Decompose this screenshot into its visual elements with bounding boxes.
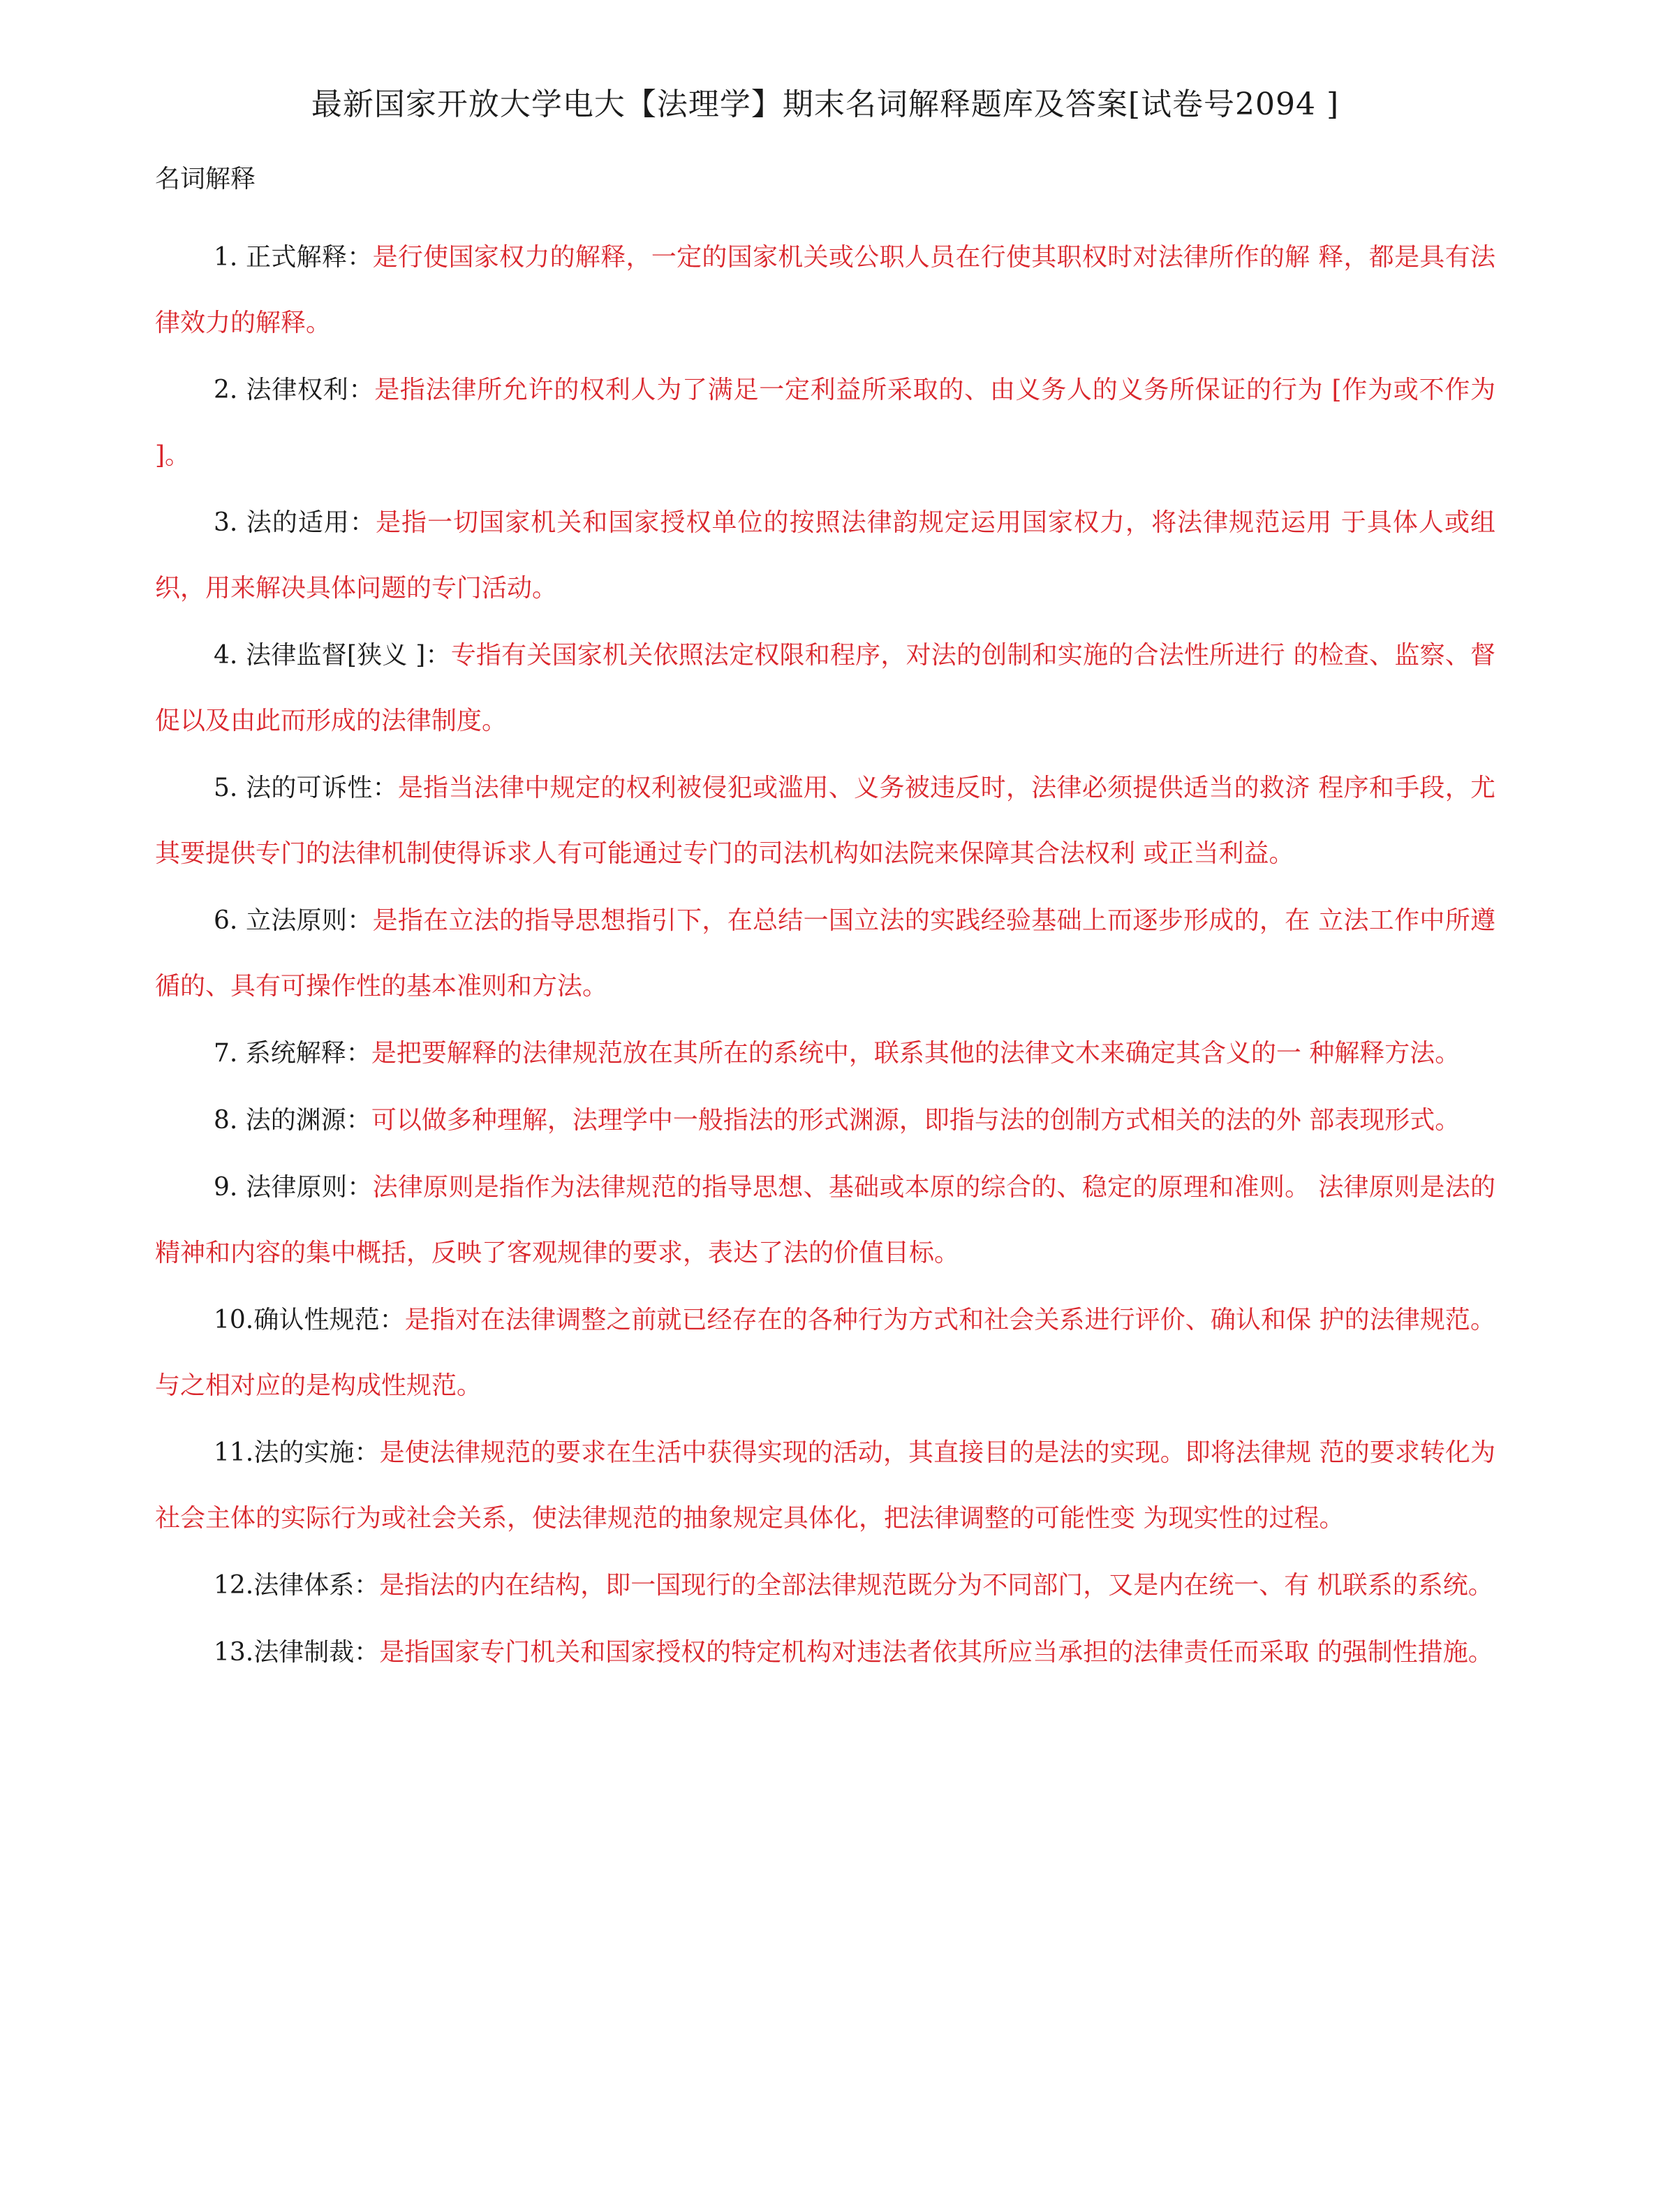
entry-term: 确认性规范： xyxy=(253,1306,405,1334)
entry-definition: 是指法的内在结构，即一国现行的全部法律规范既分为不同部门，又是内在统一、有 机联系的系统。 xyxy=(379,1571,1493,1600)
entry-definition: 是把要解释的法律规范放在其所在的系统中，联系其他的法律文木来确定其含义的一 种解释方法。 xyxy=(371,1039,1461,1068)
term-entry xyxy=(155,888,1495,1019)
term-entry xyxy=(155,623,1495,754)
term-entry xyxy=(155,357,1495,489)
entry-term: 法的渊源： xyxy=(245,1106,371,1135)
entry-definition: 是指国家专门机关和国家授权的特定机构对违法者依其所应当承担的法律责任而采取 的强制性措施。 xyxy=(379,1638,1493,1667)
entry-number: 10. xyxy=(214,1306,254,1334)
entry-term: 系统解释： xyxy=(245,1039,371,1068)
section-heading: 名词解释 xyxy=(155,165,256,193)
term-entry xyxy=(155,1288,1495,1419)
entry-number: 13. xyxy=(214,1638,254,1667)
entry-definition: 是指在立法的指导思想指引下，在总结一国立法的实践经验基础上而逐步形成的，在 立法工作中所遵循的、具有可操作性的基本准则和方法。 xyxy=(155,906,1495,1001)
entry-number: 12. xyxy=(214,1571,254,1600)
entry-definition: 法律原则是指作为法律规范的指导思想、基础或本原的综合的、稳定的原理和准则。 法律原则是法的精神和内容的集中概括，反映了客观规律的要求，表达了法的价值目标。 xyxy=(155,1173,1495,1267)
term-entry xyxy=(155,225,1495,356)
entry-list xyxy=(155,225,1495,1686)
entry-number: 6. xyxy=(214,906,246,935)
entry-term: 法律权利： xyxy=(246,376,375,404)
entry-term: 法的可诉性： xyxy=(246,774,398,802)
entry-term: 法律体系： xyxy=(253,1571,380,1600)
entry-number: 5. xyxy=(214,774,246,802)
entry-number: 11. xyxy=(214,1438,254,1467)
document-page xyxy=(155,84,1495,1687)
page-title: 最新国家开放大学电大【法理学】期末名词解释题库及答案[试卷号2094 ] xyxy=(311,87,1340,122)
entry-number: 7. xyxy=(214,1039,246,1068)
term-entry xyxy=(155,1420,1495,1551)
entry-definition: 专指有关国家机关依照法定权限和程序，对法的创制和实施的合法性所进行 的检查、监察、督促以及由此而形成的法律制度。 xyxy=(155,641,1495,735)
entry-number: 8. xyxy=(214,1106,246,1135)
entry-definition: 是指法律所允许的权利人为了满足一定利益所采取的、由义务人的义务所保证的行为 [作为或不作为 ]。 xyxy=(155,376,1495,470)
entry-term: 法律制裁： xyxy=(253,1638,380,1667)
term-entry xyxy=(155,1088,1495,1153)
entry-number: 2. xyxy=(214,376,246,404)
entry-term: 法律监督[狭义 ]： xyxy=(246,641,451,670)
entry-definition: 是指当法律中规定的权利被侵犯或滥用、义务被违反时，法律必须提供适当的救济 程序和手段，尤其要提供专门的法律机制使得诉求人有可能通过专门的司法机构如法院来保障其合法权利 或正当利益。 xyxy=(155,774,1495,868)
entry-term: 正式解释： xyxy=(246,243,373,272)
entry-definition: 是使法律规范的要求在生活中获得实现的活动，其直接目的是法的实现。即将法律规 范的要求转化为社会主体的实际行为或社会关系，使法律规范的抽象规定具体化，把法律调整的可能性变 为现实性的过程。 xyxy=(155,1438,1495,1533)
entry-number: 4. xyxy=(214,641,246,670)
entry-definition: 是指一切国家机关和国家授权单位的按照法律韵规定运用国家权力，将法律规范运用 于具体人或组织，用来解决具体问题的专门活动。 xyxy=(155,508,1495,603)
entry-term: 法的适用： xyxy=(246,508,376,537)
term-entry xyxy=(155,755,1495,887)
entry-number: 1. xyxy=(214,243,246,272)
entry-definition: 可以做多种理解，法理学中一般指法的形式渊源，即指与法的创制方式相关的法的外 部表现形式。 xyxy=(371,1106,1461,1135)
entry-definition: 是行使国家权力的解释，一定的国家机关或公职人员在行使其职权时对法律所作的解 释，都是具有法律效力的解释。 xyxy=(155,243,1495,337)
entry-definition: 是指对在法律调整之前就已经存在的各种行为方式和社会关系进行评价、确认和保 护的法律规范。与之相对应的是构成性规范。 xyxy=(155,1306,1495,1400)
term-entry xyxy=(155,1553,1495,1619)
term-entry xyxy=(155,1021,1495,1086)
term-entry xyxy=(155,1155,1495,1286)
entry-term: 法的实施： xyxy=(253,1438,380,1467)
entry-term: 法律原则： xyxy=(246,1173,373,1202)
entry-number: 9. xyxy=(214,1173,246,1202)
entry-term: 立法原则： xyxy=(246,906,373,935)
term-entry xyxy=(155,1620,1495,1686)
term-entry xyxy=(155,490,1495,621)
entry-number: 3. xyxy=(214,508,246,537)
